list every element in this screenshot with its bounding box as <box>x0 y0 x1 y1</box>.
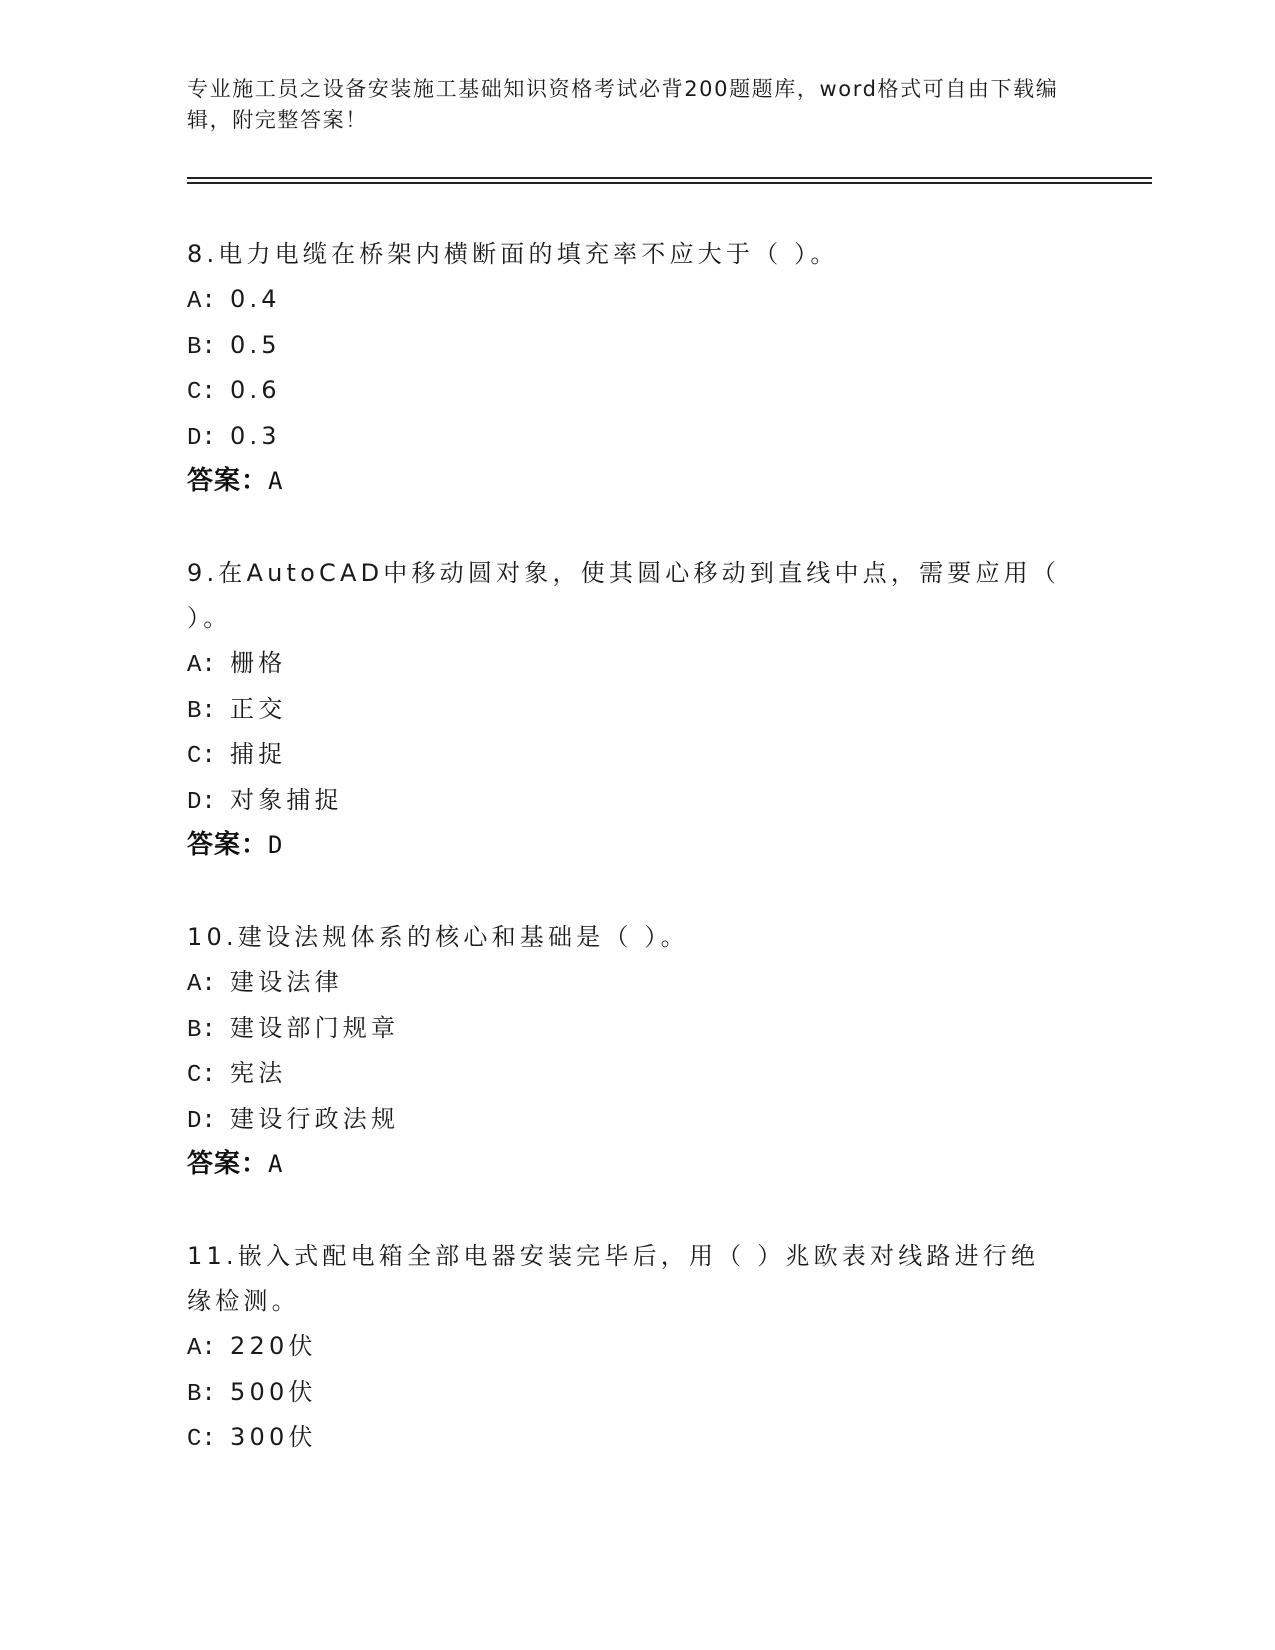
option-text: 0.5 <box>230 330 281 359</box>
option-key: C: <box>187 1062 216 1089</box>
option-key: B: <box>187 1380 216 1408</box>
option-key: C: <box>187 743 216 770</box>
option-text: 建设部门规章 <box>230 1013 400 1042</box>
option-text: 建设行政法规 <box>230 1104 400 1133</box>
question-10 <box>187 915 1067 1187</box>
option-c <box>187 1415 1067 1461</box>
option-text: 300伏 <box>230 1423 317 1451</box>
answer-label: 答案： <box>187 1149 269 1179</box>
option-key: A: <box>187 288 216 315</box>
option-text: 0.4 <box>230 285 281 313</box>
question-8 <box>187 232 1067 504</box>
option-key: C: <box>187 1426 216 1453</box>
option-c <box>187 1051 1067 1097</box>
document-header-title: 专业施工员之设备安装施工基础知识资格考试必背200题题库，word格式可自由下载编辑，附完整答案！ <box>187 77 1059 132</box>
option-key: B: <box>187 1016 216 1044</box>
header-divider-top <box>187 177 1152 179</box>
option-b <box>187 687 1067 733</box>
answer-label: 答案： <box>187 830 269 860</box>
option-text: 正交 <box>230 694 287 723</box>
option-text: 宪法 <box>230 1059 287 1087</box>
question-9 <box>187 551 1067 868</box>
option-d <box>187 1097 1067 1143</box>
option-d <box>187 414 1067 460</box>
answer-line <box>187 459 1067 504</box>
option-c <box>187 732 1067 778</box>
option-text: 对象捕捉 <box>230 785 343 814</box>
question-stem: 11.嵌入式配电箱全部电器安装完毕后，用（ ）兆欧表对线路进行绝缘检测。 <box>187 1242 1040 1315</box>
answer-line <box>187 823 1067 868</box>
question-stem: 8.电力电缆在桥架内横断面的填充率不应大于（ ）。 <box>187 240 839 268</box>
option-key: D: <box>187 1107 216 1135</box>
question-stem: 9.在AutoCAD中移动圆对象，使其圆心移动到直线中点，需要应用（ ）。 <box>187 559 1061 632</box>
question-11 <box>187 1234 1067 1461</box>
option-key: C: <box>187 379 216 406</box>
answer-line <box>187 1142 1067 1187</box>
question-stem: 10.建设法规体系的核心和基础是（ ）。 <box>187 923 689 951</box>
option-text: 500伏 <box>230 1377 317 1406</box>
option-a <box>187 1324 1067 1370</box>
header-divider-bottom <box>187 182 1152 184</box>
option-key: B: <box>187 697 216 725</box>
option-a <box>187 277 1067 323</box>
option-key: A: <box>187 971 216 998</box>
option-a <box>187 960 1067 1006</box>
option-key: D: <box>187 788 216 816</box>
option-text: 0.6 <box>230 376 281 404</box>
option-a <box>187 641 1067 687</box>
option-key: A: <box>187 652 216 679</box>
answer-value: A <box>268 467 284 495</box>
option-text: 栅格 <box>230 649 287 677</box>
option-text: 建设法律 <box>230 968 343 996</box>
option-text: 0.3 <box>230 421 281 450</box>
answer-label: 答案： <box>187 466 269 496</box>
option-text: 捕捉 <box>230 740 287 768</box>
option-d <box>187 778 1067 824</box>
answer-value: A <box>268 1150 284 1178</box>
option-key: B: <box>187 333 216 361</box>
option-b <box>187 1370 1067 1416</box>
answer-value: D <box>268 831 284 859</box>
option-text: 220伏 <box>230 1332 317 1360</box>
option-key: A: <box>187 1335 216 1362</box>
option-key: D: <box>187 424 216 452</box>
option-c <box>187 368 1067 414</box>
option-b <box>187 1006 1067 1052</box>
option-b <box>187 323 1067 369</box>
